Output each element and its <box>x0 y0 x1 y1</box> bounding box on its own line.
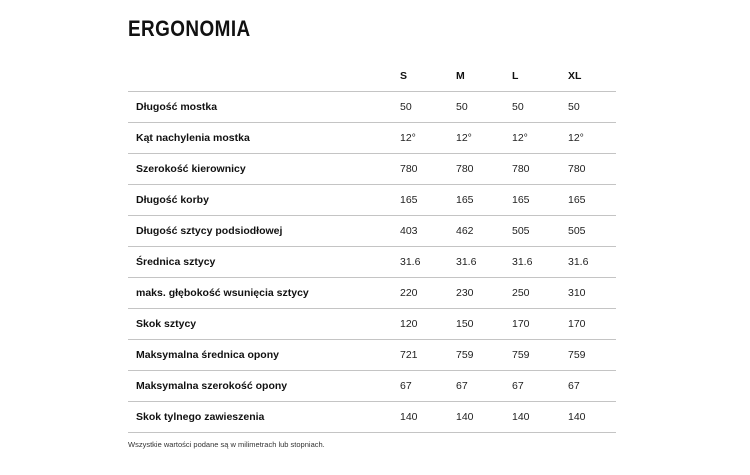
cell-size-s: 120 <box>392 309 448 340</box>
row-label: Długość mostka <box>128 92 392 123</box>
table-row <box>128 154 616 185</box>
cell-size-xl: 165 <box>560 185 616 216</box>
header-size-xl: XL <box>560 60 616 92</box>
row-label: Średnica sztycy <box>128 247 392 278</box>
header-size-s: S <box>392 60 448 92</box>
table-row <box>128 123 616 154</box>
cell-size-m: 230 <box>448 278 504 309</box>
cell-size-xl: 12° <box>560 123 616 154</box>
cell-size-xl: 50 <box>560 92 616 123</box>
cell-size-m: 462 <box>448 216 504 247</box>
cell-size-m: 31.6 <box>448 247 504 278</box>
table-row <box>128 185 616 216</box>
cell-size-s: 31.6 <box>392 247 448 278</box>
cell-size-l: 165 <box>504 185 560 216</box>
cell-size-m: 780 <box>448 154 504 185</box>
cell-size-l: 170 <box>504 309 560 340</box>
table-row <box>128 340 616 371</box>
cell-size-s: 403 <box>392 216 448 247</box>
row-label: Skok sztycy <box>128 309 392 340</box>
cell-size-l: 505 <box>504 216 560 247</box>
cell-size-xl: 140 <box>560 402 616 433</box>
cell-size-l: 759 <box>504 340 560 371</box>
cell-size-xl: 780 <box>560 154 616 185</box>
row-label: Szerokość kierownicy <box>128 154 392 185</box>
table-row <box>128 216 616 247</box>
cell-size-m: 759 <box>448 340 504 371</box>
table-row <box>128 371 616 402</box>
cell-size-xl: 505 <box>560 216 616 247</box>
page-title: ERGONOMIA <box>128 16 251 41</box>
header-size-l: L <box>504 60 560 92</box>
cell-size-m: 165 <box>448 185 504 216</box>
cell-size-l: 31.6 <box>504 247 560 278</box>
cell-size-s: 12° <box>392 123 448 154</box>
table-body <box>128 92 616 433</box>
cell-size-m: 12° <box>448 123 504 154</box>
cell-size-s: 780 <box>392 154 448 185</box>
table-header-row <box>128 60 616 92</box>
cell-size-s: 220 <box>392 278 448 309</box>
cell-size-s: 721 <box>392 340 448 371</box>
table-row <box>128 247 616 278</box>
cell-size-xl: 759 <box>560 340 616 371</box>
cell-size-l: 67 <box>504 371 560 402</box>
cell-size-m: 140 <box>448 402 504 433</box>
cell-size-s: 165 <box>392 185 448 216</box>
cell-size-xl: 310 <box>560 278 616 309</box>
cell-size-l: 140 <box>504 402 560 433</box>
row-label: Maksymalna średnica opony <box>128 340 392 371</box>
row-label: Długość korby <box>128 185 392 216</box>
row-label: Skok tylnego zawieszenia <box>128 402 392 433</box>
cell-size-m: 150 <box>448 309 504 340</box>
header-size-m: M <box>448 60 504 92</box>
geometry-table <box>128 60 616 433</box>
row-label: Długość sztycy podsiodłowej <box>128 216 392 247</box>
table-row <box>128 402 616 433</box>
cell-size-l: 780 <box>504 154 560 185</box>
cell-size-m: 50 <box>448 92 504 123</box>
cell-size-xl: 170 <box>560 309 616 340</box>
cell-size-s: 67 <box>392 371 448 402</box>
cell-size-l: 250 <box>504 278 560 309</box>
cell-size-l: 50 <box>504 92 560 123</box>
cell-size-l: 12° <box>504 123 560 154</box>
row-label: Maksymalna szerokość opony <box>128 371 392 402</box>
table-row <box>128 309 616 340</box>
table-row <box>128 92 616 123</box>
cell-size-xl: 31.6 <box>560 247 616 278</box>
cell-size-xl: 67 <box>560 371 616 402</box>
cell-size-s: 50 <box>392 92 448 123</box>
units-footnote: Wszystkie wartości podane są w milimetrach lub stopniach. <box>128 440 325 449</box>
row-label: Kąt nachylenia mostka <box>128 123 392 154</box>
cell-size-s: 140 <box>392 402 448 433</box>
row-label: maks. głębokość wsunięcia sztycy <box>128 278 392 309</box>
table-row <box>128 278 616 309</box>
header-label <box>128 60 392 92</box>
cell-size-m: 67 <box>448 371 504 402</box>
